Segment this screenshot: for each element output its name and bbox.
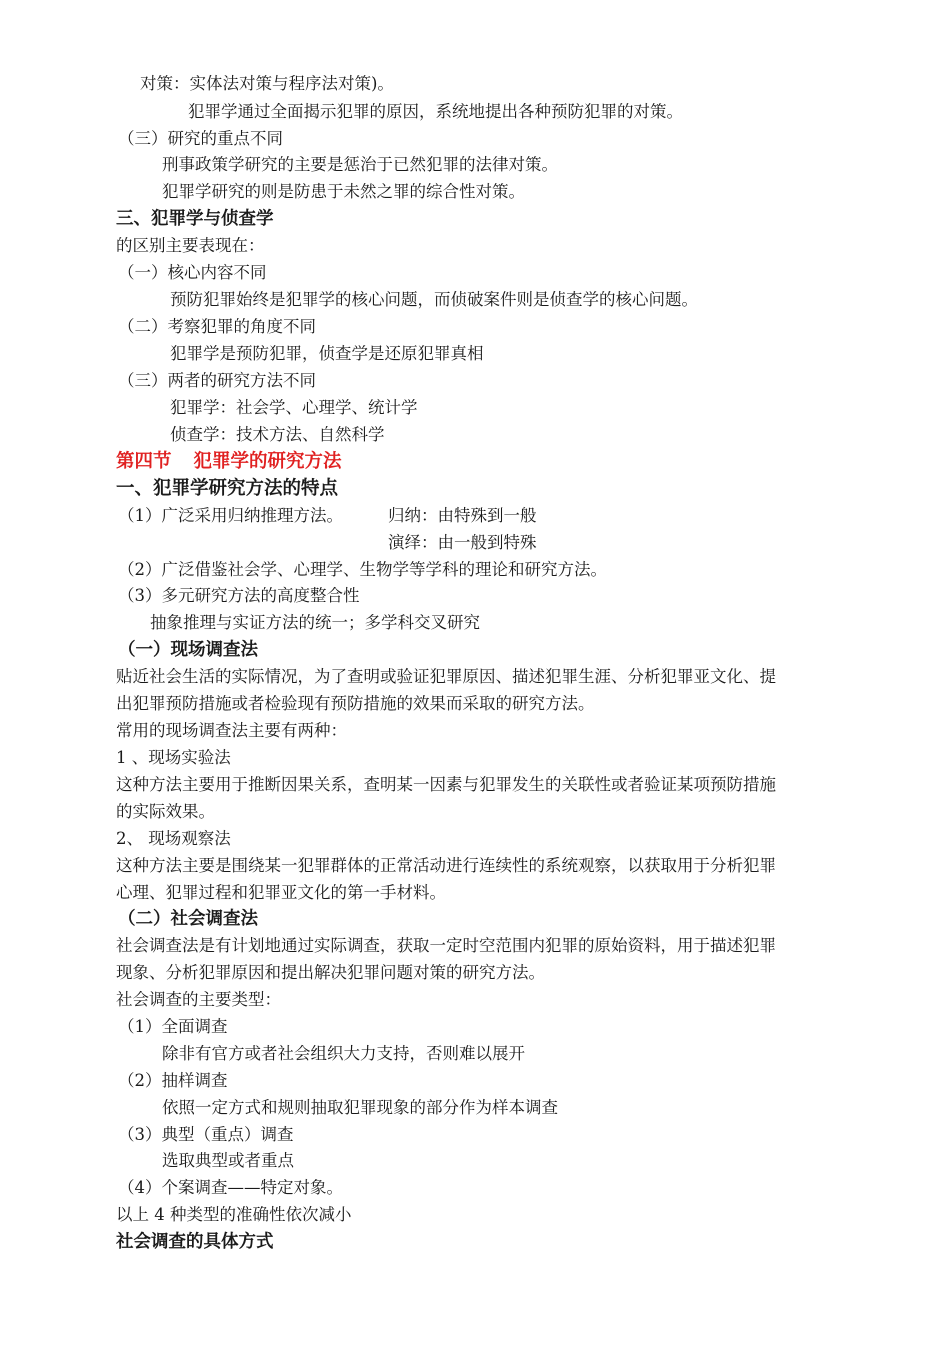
text-line: 犯罪学研究的则是防患于未然之罪的综合性对策。	[162, 182, 525, 201]
list-item: 2、 现场观察法	[116, 829, 231, 848]
text-line: 以上 4 种类型的准确性依次减小	[116, 1205, 352, 1224]
text-line: 犯罪学通过全面揭示犯罪的原因，系统地提出各种预防犯罪的对策。	[188, 102, 683, 121]
text-line: 抽象推理与实证方法的统一；多学科交叉研究	[150, 613, 480, 632]
list-item: （2）抽样调查	[118, 1071, 228, 1090]
subsection-heading: （一）现场调查法	[118, 640, 258, 660]
text-line: 预防犯罪始终是犯罪学的核心问题，而侦破案件则是侦查学的核心问题。	[170, 290, 698, 309]
text-line: 犯罪学是预防犯罪，侦查学是还原犯罪真相	[170, 344, 484, 363]
text-line: 贴近社会生活的实际情况，为了查明或验证犯罪原因、描述犯罪生涯、分析犯罪亚文化、提	[116, 667, 776, 686]
section-heading: 一、犯罪学研究方法的特点	[116, 478, 339, 499]
text-line: 现象、分析犯罪原因和提出解决犯罪问题对策的研究方法。	[116, 963, 545, 982]
subsection-heading: 社会调查的具体方式	[116, 1232, 274, 1252]
text-line: 依照一定方式和规则抽取犯罪现象的部分作为样本调查	[162, 1098, 558, 1117]
text-line: 心理、犯罪过程和犯罪亚文化的第一手材料。	[116, 883, 446, 902]
section-heading: 三、犯罪学与侦查学	[116, 209, 274, 229]
chapter-title: 犯罪学的研究方法	[193, 451, 342, 472]
chapter-heading	[116, 451, 342, 473]
list-item: （3）多元研究方法的高度整合性	[118, 586, 360, 605]
text-line: 社会调查的主要类型：	[116, 990, 281, 1009]
list-item: （4）个案调查——特定对象。	[118, 1178, 343, 1197]
list-item: （3）典型（重点）调查	[118, 1125, 294, 1144]
text-line: 刑事政策学研究的主要是惩治于已然犯罪的法律对策。	[162, 155, 558, 174]
subheading: （二）考察犯罪的角度不同	[118, 317, 316, 336]
subsection-heading: （二）社会调查法	[118, 909, 258, 929]
text-line: 常用的现场调查法主要有两种：	[116, 721, 347, 740]
text-line: 这种方法主要用于推断因果关系，查明某一因素与犯罪发生的关联性或者验证某项预防措施	[116, 775, 776, 794]
text-line: 出犯罪预防措施或者检验现有预防措施的效果而采取的研究方法。	[116, 694, 595, 713]
list-item: （2）广泛借鉴社会学、心理学、生物学等学科的理论和研究方法。	[118, 560, 607, 579]
list-item: （1）广泛采用归纳推理方法。	[118, 506, 343, 525]
text-line: 社会调查法是有计划地通过实际调查，获取一定时空范围内犯罪的原始资料，用于描述犯罪	[116, 936, 776, 955]
text-line: 侦查学：技术方法、自然科学	[170, 425, 385, 444]
text-line: 这种方法主要是围绕某一犯罪群体的正常活动进行连续性的系统观察，以获取用于分析犯罪	[116, 856, 776, 875]
subheading: （三）研究的重点不同	[118, 129, 283, 148]
subheading: （三）两者的研究方法不同	[118, 371, 316, 390]
chapter-number: 第四节	[116, 451, 172, 472]
subheading: （一）核心内容不同	[118, 263, 267, 282]
text-line: 犯罪学：社会学、心理学、统计学	[170, 398, 418, 417]
list-item: （1）全面调查	[118, 1017, 228, 1036]
text-line: 除非有官方或者社会组织大力支持，否则难以展开	[162, 1044, 525, 1063]
text-line: 的区别主要表现在：	[116, 236, 265, 255]
text-line: 对策：实体法对策与程序法对策)。	[140, 74, 394, 93]
text-line: 选取典型或者重点	[162, 1151, 294, 1170]
text-line: 的实际效果。	[116, 802, 215, 821]
list-item: 1 、现场实验法	[116, 748, 231, 767]
text-line: 演绎：由一般到特殊	[388, 533, 537, 552]
text-line: 归纳：由特殊到一般	[388, 506, 537, 525]
